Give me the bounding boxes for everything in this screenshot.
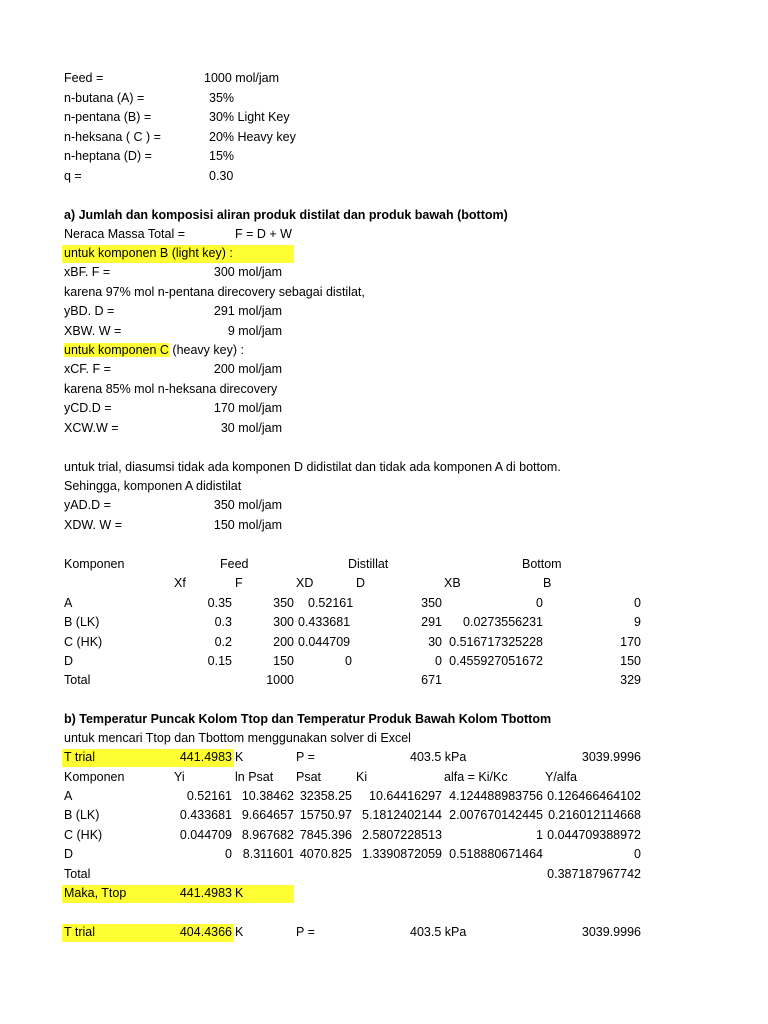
cell-yi: 0.52161 — [186, 789, 232, 803]
comp-b-label: untuk komponen B (light key) : — [64, 246, 233, 260]
col-header-yi: Yi — [174, 770, 185, 784]
t-trial-value: 441.4983 — [179, 750, 232, 764]
cell-xd: 0.433681 — [298, 615, 351, 629]
cell-d: 0 — [435, 654, 442, 668]
col-header-xf: Xf — [174, 576, 186, 590]
row-name: D — [64, 654, 74, 668]
cell-psat: 4070.825 — [299, 847, 352, 861]
row-name: C (HK) — [64, 635, 103, 649]
cell-lnpsat: 9.664657 — [241, 808, 294, 822]
comp-c-line — [64, 341, 244, 360]
cell-ki: 2.5807228513 — [362, 828, 442, 842]
cell-alfa: 2.007670142445 — [449, 808, 543, 822]
cell-f: 300 — [273, 615, 294, 629]
cell-xb: 0.0273556231 — [463, 615, 543, 629]
row-name: D — [64, 847, 74, 861]
col-header-alfa: alfa = Ki/Kc — [444, 770, 508, 784]
heksana-label: n-heksana ( C ) = — [64, 130, 161, 144]
col-header-lnpsat: ln Psat — [235, 770, 274, 784]
cell-xb: 0 — [536, 596, 543, 610]
heksana-value: 20% Heavy key — [209, 130, 296, 144]
row-name: A — [64, 789, 73, 803]
cell-psat: 7845.396 — [299, 828, 352, 842]
ycd-value: 170 mol/jam — [213, 401, 282, 415]
col-header-d: D — [356, 576, 366, 590]
cell-ki: 10.64416297 — [369, 789, 442, 803]
cell-yi: 0.433681 — [179, 808, 232, 822]
cell-psat: 15750.97 — [299, 808, 352, 822]
row-name: B (LK) — [64, 615, 100, 629]
trial-2-extra-value: 3039.9996 — [581, 925, 641, 939]
total-d: 671 — [421, 673, 442, 687]
q-value: 0.30 — [209, 169, 234, 183]
cell-yalfa: 0.044709388972 — [547, 828, 641, 842]
col-header-xb: XB — [444, 576, 461, 590]
cell-yi: 0 — [225, 847, 232, 861]
total-yalfa: 0.387187967742 — [547, 867, 641, 881]
cell-ki: 1.3390872059 — [362, 847, 442, 861]
sehingga-text: Sehingga, komponen A didistilat — [64, 479, 242, 493]
comp-c-label-highlight: untuk komponen C — [64, 343, 169, 357]
col-header-xd: XD — [296, 576, 314, 590]
p-value: 403.5 kPa — [410, 750, 467, 764]
neraca-label: Neraca Massa Total = — [64, 227, 186, 241]
section-a-heading: a) Jumlah dan komposisi aliran produk distilat dan produk bawah (bottom) — [64, 208, 508, 222]
t-trial-2-unit: K — [235, 925, 244, 939]
t-trial-label: T trial — [64, 750, 96, 764]
cell-xb: 0.516717325228 — [449, 635, 543, 649]
heptana-value: 15% — [209, 149, 235, 163]
ybd-value: 291 mol/jam — [213, 304, 282, 318]
t-trial-unit: K — [235, 750, 244, 764]
xcw-label: XCW.W = — [64, 421, 119, 435]
col-header-komponen: Komponen — [64, 770, 125, 784]
cell-alfa: 4.124488983756 — [449, 789, 543, 803]
cell-lnpsat: 8.311601 — [242, 847, 294, 861]
comp-c-label-rest: (heavy key) : — [168, 343, 244, 357]
p-label: P = — [296, 750, 315, 764]
cell-xb: 0.455927051672 — [449, 654, 543, 668]
col-header-psat: Psat — [296, 770, 322, 784]
row-name: B (LK) — [64, 808, 100, 822]
cell-yalfa: 0 — [634, 847, 641, 861]
xbw-value: 9 mol/jam — [227, 324, 282, 338]
heptana-label: n-heptana (D) = — [64, 149, 152, 163]
row-name: A — [64, 596, 73, 610]
col-header-ki: Ki — [356, 770, 368, 784]
cell-xd: 0 — [345, 654, 352, 668]
row-name: C (HK) — [64, 828, 103, 842]
cell-d: 350 — [421, 596, 442, 610]
cell-b: 9 — [634, 615, 641, 629]
total-label: Total — [64, 673, 91, 687]
pentana-label: n-pentana (B) = — [64, 110, 152, 124]
total-b: 329 — [620, 673, 641, 687]
cell-b: 0 — [634, 596, 641, 610]
cell-yalfa: 0.216012114668 — [548, 808, 641, 822]
feed-label: Feed = — [64, 71, 104, 85]
cell-d: 291 — [421, 615, 442, 629]
cell-d: 30 — [428, 635, 442, 649]
cell-xf: 0.3 — [214, 615, 232, 629]
butana-value: 35% — [209, 91, 235, 105]
cell-f: 150 — [273, 654, 294, 668]
butana-label: n-butana (A) = — [64, 91, 145, 105]
cell-f: 350 — [273, 596, 294, 610]
col-header-komponen: Komponen — [64, 557, 125, 571]
col-header-yalfa: Y/alfa — [545, 770, 577, 784]
xbf-value: 300 mol/jam — [213, 265, 282, 279]
cell-b: 170 — [620, 635, 641, 649]
cell-alfa: 0.518880671464 — [449, 847, 543, 861]
cell-yalfa: 0.126466464102 — [547, 789, 641, 803]
p-2-value: 403.5 kPa — [410, 925, 467, 939]
cell-b: 150 — [620, 654, 641, 668]
trial-note: untuk trial, diasumsi tidak ada komponen D didistilat dan tidak ada komponen A di bottom. — [64, 460, 561, 474]
xbw-label: XBW. W = — [64, 324, 122, 338]
recovery-c-text: karena 85% mol n-heksana direcovery — [64, 382, 278, 396]
yad-label: yAD.D = — [64, 498, 111, 512]
xcf-label: xCF. F = — [64, 362, 111, 376]
ybd-label: yBD. D = — [64, 304, 115, 318]
cell-xd: 0.044709 — [298, 635, 351, 649]
cell-lnpsat: 10.38462 — [241, 789, 294, 803]
xbf-label: xBF. F = — [64, 265, 111, 279]
cell-xf: 0.2 — [214, 635, 232, 649]
col-header-feed: Feed — [220, 557, 249, 571]
p-2-label: P = — [296, 925, 315, 939]
trial-extra-value: 3039.9996 — [581, 750, 641, 764]
cell-lnpsat: 8.967682 — [241, 828, 294, 842]
q-label: q = — [64, 169, 82, 183]
t-trial-2-label: T trial — [64, 925, 96, 939]
ttop-value: 441.4983 — [179, 886, 232, 900]
pentana-value: 30% Light Key — [209, 110, 290, 124]
t-trial-2-value: 404.4366 — [179, 925, 232, 939]
cell-f: 200 — [273, 635, 294, 649]
ttop-label: Maka, Ttop — [64, 886, 127, 900]
col-header-distillat: Distillat — [348, 557, 389, 571]
col-header-f: F — [235, 576, 243, 590]
cell-ki: 5.1812402144 — [362, 808, 442, 822]
ycd-label: yCD.D = — [64, 401, 112, 415]
neraca-equation: F = D + W — [235, 227, 292, 241]
cell-yi: 0.044709 — [179, 828, 232, 842]
cell-xf: 0.15 — [207, 654, 232, 668]
col-header-bottom: Bottom — [522, 557, 562, 571]
xdw-label: XDW. W = — [64, 518, 122, 532]
cell-xd: 0.52161 — [308, 596, 354, 610]
solver-note: untuk mencari Ttop dan Tbottom menggunakan solver di Excel — [64, 731, 411, 745]
cell-alfa: 1 — [536, 828, 543, 842]
feed-value: 1000 mol/jam — [204, 71, 280, 85]
xcw-value: 30 mol/jam — [220, 421, 282, 435]
yad-value: 350 mol/jam — [213, 498, 282, 512]
recovery-b-text: karena 97% mol n-pentana direcovery sebagai distilat, — [64, 285, 365, 299]
xdw-value: 150 mol/jam — [213, 518, 282, 532]
xcf-value: 200 mol/jam — [213, 362, 282, 376]
total-label: Total — [64, 867, 91, 881]
total-f: 1000 — [266, 673, 294, 687]
cell-xf: 0.35 — [207, 596, 232, 610]
ttop-unit: K — [235, 886, 244, 900]
cell-psat: 32358.25 — [299, 789, 352, 803]
section-b-heading: b) Temperatur Puncak Kolom Ttop dan Temperatur Produk Bawah Kolom Tbottom — [64, 712, 552, 726]
col-header-b: B — [543, 576, 552, 590]
